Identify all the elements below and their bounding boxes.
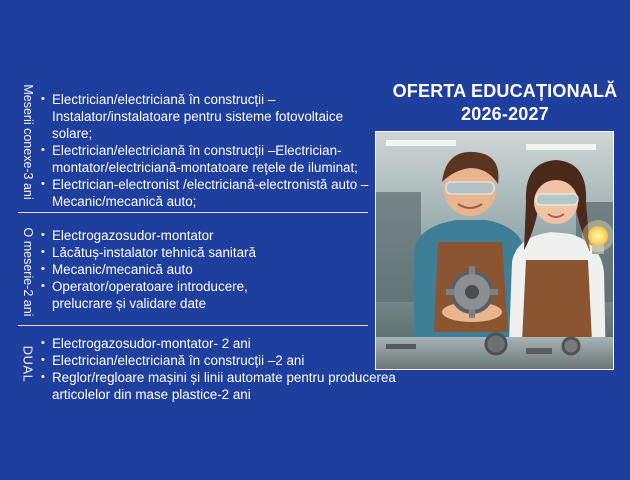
list-conexe <box>40 91 376 210</box>
list-item: • Electrogazosudor-montator <box>40 227 360 244</box>
students-illustration <box>376 132 613 369</box>
section-label-o-meserie: O meserie-2 ani <box>21 227 35 317</box>
list-item: • Electrician/electriciană în construcții –Electrician-montator/electriciană-montatoare rețele de iluminat; <box>40 142 376 176</box>
title-line-1: OFERTA EDUCAȚIONALĂ <box>392 81 618 101</box>
section-label-conexe: Meserii conexe-3 ani <box>21 84 35 200</box>
page-title <box>385 80 625 126</box>
list-item: • Lăcătuș-instalator tehnică sanitară <box>40 244 360 261</box>
divider <box>18 325 368 326</box>
section-label-dual: DUAL <box>20 345 36 383</box>
list-item: • Operator/operatoare introducere, prelucrare și validare date <box>40 278 282 312</box>
list-item: • Mecanic/mecanică auto <box>40 261 360 278</box>
list-item: • Electrician/electriciană în construcții – Instalator/instalatoare pentru sisteme fotovoltaice solare; <box>40 91 376 142</box>
list-item: • Electrogazosudor-montator- 2 ani <box>40 335 412 352</box>
list-o-meserie <box>40 227 360 312</box>
divider <box>18 212 368 213</box>
title-line-2: 2026-2027 <box>461 104 549 124</box>
list-item: • Reglor/regloare mașini și linii automate pentru producerea articolelor din mase plastice-2 ani <box>40 369 412 403</box>
list-dual <box>40 335 412 403</box>
list-item: • Electrician/electriciană în construcții –2 ani <box>40 352 412 369</box>
students-photo <box>375 131 614 370</box>
list-item: • Electrician-electronist /electriciană-electronistă auto – Mecanic/mecanică auto; <box>40 176 376 210</box>
